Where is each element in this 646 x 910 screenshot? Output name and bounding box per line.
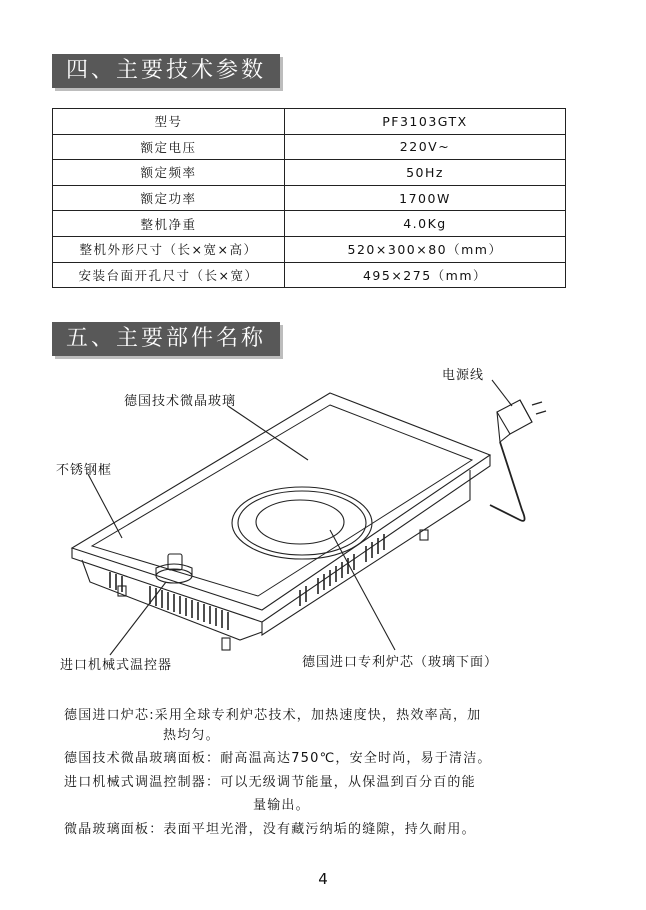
desc-core: 德国进口炉芯:采用全球专利炉芯技术，加热速度快，热效率高，加 [64,708,482,723]
label-core: 德国进口专利炉芯（玻璃下面） [302,655,499,670]
spec-value: 50Hz [285,160,566,186]
table-row [53,236,566,262]
plug-icon [497,400,532,434]
spec-value: 495×275（mm） [285,262,566,288]
label-power-cord: 电源线 [442,368,485,383]
table-row [53,134,566,160]
spec-key: 安装台面开孔尺寸（长×宽） [53,262,285,288]
section-title-parts: 五、主要部件名称 [52,322,280,356]
page-number: 4 [318,870,328,888]
section-title-specs: 四、主要技术参数 [52,54,280,88]
table-row [53,262,566,288]
burner-outer-ring [232,487,372,559]
frame-outline [72,393,490,610]
spec-value: 520×300×80（mm） [285,236,566,262]
knob-grip [168,554,182,570]
desc-thermostat-cont: 量输出。 [253,798,310,813]
power-cord [490,442,525,521]
cooktop-diagram [0,350,646,680]
burner-inner-ring [238,491,366,555]
spec-value: 4.0Kg [285,211,566,237]
spec-key: 额定频率 [53,160,285,186]
desc-panel: 微晶玻璃面板：表面平坦光滑，没有藏污纳垢的缝隙，持久耐用。 [64,822,476,837]
spec-value: 220V~ [285,134,566,160]
desc-glass: 德国技术微晶玻璃面板：耐高温高达750℃，安全时尚，易于清洁。 [64,751,492,766]
leader-glass [228,406,308,460]
label-thermostat: 进口机械式温控器 [60,658,173,673]
leader-power-cord [492,380,512,406]
spec-key: 整机外形尺寸（长×宽×高） [53,236,285,262]
label-glass-panel: 德国技术微晶玻璃 [124,394,237,409]
spec-key: 额定电压 [53,134,285,160]
spec-value: PF3103GTX [285,109,566,135]
desc-thermostat: 进口机械式调温控制器：可以无级调节能量，从保温到百分百的能 [64,775,476,790]
spec-key: 整机净重 [53,211,285,237]
desc-core-cont: 热均匀。 [163,728,220,743]
foot [222,638,230,650]
glass-outline [92,405,472,596]
spec-key: 额定功率 [53,185,285,211]
spec-key: 型号 [53,109,285,135]
table-row [53,160,566,186]
label-steel-frame: 不锈钢框 [56,463,113,478]
spec-value: 1700W [285,185,566,211]
burner-core [256,500,344,544]
table-row [53,185,566,211]
table-row [53,109,566,135]
spec-table [52,108,566,288]
leader-core [330,530,395,650]
table-row [53,211,566,237]
